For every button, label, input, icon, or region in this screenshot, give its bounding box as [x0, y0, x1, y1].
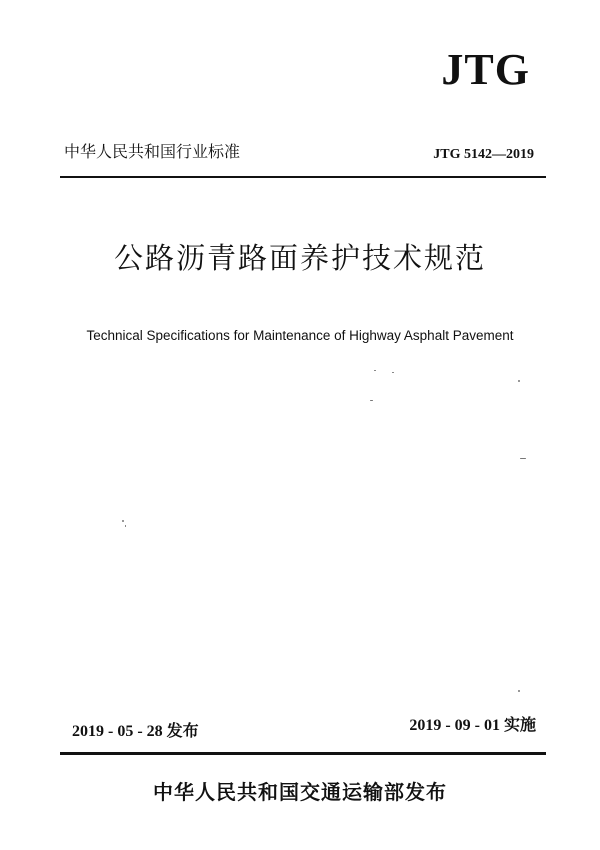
scan-speck	[518, 690, 520, 692]
jtg-logo: JTG	[441, 45, 530, 94]
issue-date: 2019 - 05 - 28 发布	[72, 723, 199, 740]
scan-speck	[122, 520, 124, 522]
header-divider	[60, 176, 546, 178]
document-title-chinese: 公路沥青路面养护技术规范	[113, 241, 486, 275]
scan-speck	[520, 458, 526, 459]
scan-speck	[370, 400, 373, 401]
scan-speck	[374, 370, 376, 371]
effective-date: 2019 - 09 - 01 实施	[409, 717, 536, 734]
scan-speck	[518, 380, 520, 382]
scan-speck	[392, 372, 394, 373]
standard-number: JTG 5142—2019	[433, 147, 534, 162]
publisher: 中华人民共和国交通运输部发布	[153, 780, 447, 804]
standard-category: 中华人民共和国行业标准	[64, 142, 241, 161]
footer-divider	[60, 752, 546, 755]
document-title-english: Technical Specifications for Maintenance of Highway Asphalt Pavement	[86, 328, 514, 343]
scan-speck	[125, 525, 126, 527]
